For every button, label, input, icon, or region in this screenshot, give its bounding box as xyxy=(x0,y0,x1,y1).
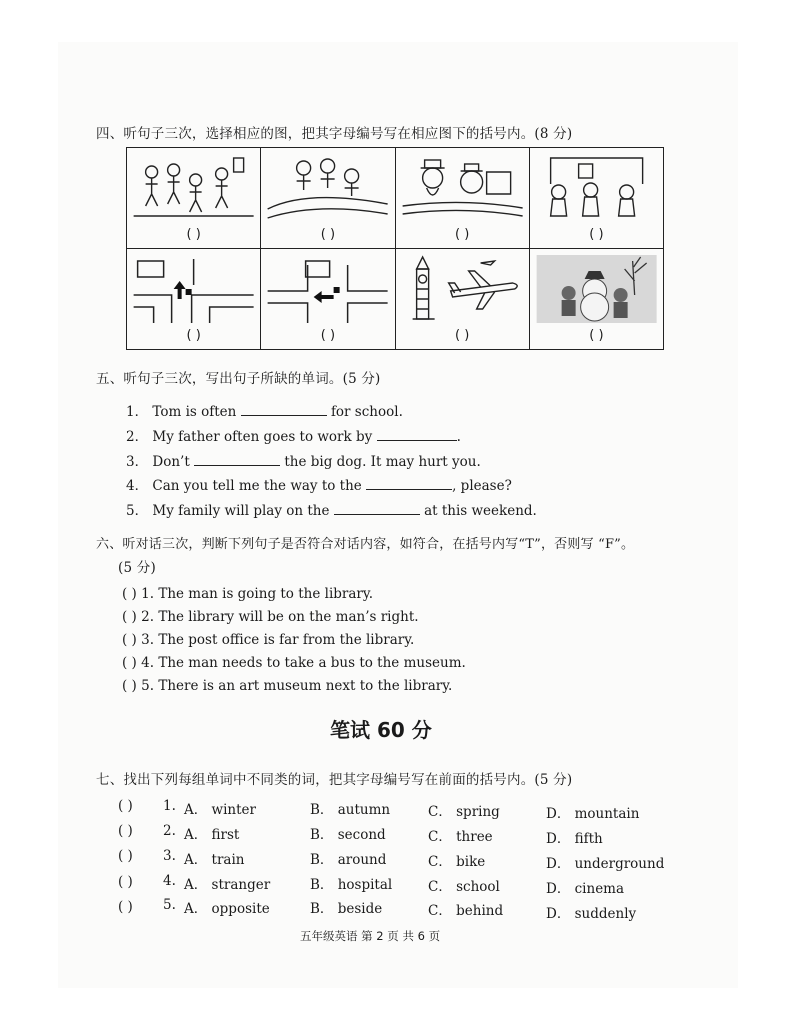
sentence-before: Tom is often xyxy=(152,404,237,420)
answer-paren[interactable]: ( ) xyxy=(320,227,336,242)
answer-paren[interactable]: ( ) xyxy=(454,227,470,242)
judge-item xyxy=(122,678,452,694)
item-number: 5． xyxy=(126,503,149,519)
sentence-before: Can you tell me the way to the xyxy=(152,478,362,494)
option-b: B． around xyxy=(310,852,387,868)
children-walking-picture xyxy=(133,154,254,222)
section4-heading: 四、听句子三次，选择相应的图，把其字母编号写在相应图下的括号内。(8 分) xyxy=(96,126,573,142)
item-number: 4． xyxy=(126,478,149,494)
answer-paren[interactable]: ( ) xyxy=(320,328,336,343)
answer-paren[interactable]: ( ) xyxy=(186,328,201,343)
answer-blank[interactable] xyxy=(194,464,280,466)
section6-heading: 六、听对话三次，判断下列句子是否符合对话内容，如符合，在括号内写“T”，否则写 “F”。 xyxy=(96,537,635,552)
item-number: 2. xyxy=(141,609,155,625)
item-text: The post office is far from the library. xyxy=(158,632,415,648)
picture-cell xyxy=(127,249,261,350)
answer-blank[interactable] xyxy=(334,513,420,515)
picture-cell xyxy=(395,249,529,350)
answer-blank[interactable] xyxy=(377,439,457,441)
picture-cell xyxy=(261,148,395,249)
answer-paren[interactable]: ( ) xyxy=(186,227,201,242)
option-b: B． hospital xyxy=(310,877,393,893)
picture-cell xyxy=(127,148,261,249)
answer-paren[interactable]: ( ) xyxy=(118,899,133,915)
item-number: 2. xyxy=(163,823,176,839)
judge-item xyxy=(122,632,414,648)
item-number: 4. xyxy=(163,873,176,889)
picture-cell xyxy=(261,249,395,350)
item-text: The library will be on the man’s right. xyxy=(158,609,419,625)
item-number: 1. xyxy=(141,586,155,602)
answer-paren[interactable]: ( ) xyxy=(122,655,137,671)
sentence-after: for school. xyxy=(330,404,403,420)
picture-cell xyxy=(529,249,663,350)
option-b: B． beside xyxy=(310,901,383,917)
sentence-after: . xyxy=(456,429,461,445)
option-a: A． train xyxy=(184,852,245,868)
option-c: C． spring xyxy=(428,804,500,820)
option-c: C． bike xyxy=(428,854,486,870)
option-d: D． suddenly xyxy=(546,906,637,922)
item-number: 5. xyxy=(141,678,155,694)
sentence-before: Don’t xyxy=(152,454,190,470)
section5-heading: 五、听句子三次，写出句子所缺的单词。(5 分) xyxy=(96,371,381,387)
fill-sentence xyxy=(126,400,403,420)
option-a: A． opposite xyxy=(184,901,270,917)
answer-blank[interactable] xyxy=(241,414,327,416)
item-number: 5. xyxy=(163,897,176,913)
item-number: 3. xyxy=(141,632,155,648)
item-text: There is an art museum next to the library. xyxy=(158,678,453,694)
section6-score: (5 分) xyxy=(118,560,156,576)
answer-blank[interactable] xyxy=(366,488,452,490)
answer-paren[interactable]: ( ) xyxy=(454,328,470,343)
written-test-title: 笔试 60 分 xyxy=(330,718,432,742)
sentence-before: My family will play on the xyxy=(152,503,330,519)
answer-paren[interactable]: ( ) xyxy=(118,823,133,839)
judge-item xyxy=(122,655,466,671)
men-with-hats-picture xyxy=(402,154,523,222)
sentence-after: , please? xyxy=(452,478,512,494)
big-ben-and-plane-picture xyxy=(402,255,523,323)
option-c: C． school xyxy=(428,879,500,895)
fill-sentence xyxy=(126,474,512,494)
page-footer: 五年级英语 第 2 页 共 6 页 xyxy=(300,929,441,943)
answer-paren[interactable]: ( ) xyxy=(118,798,133,814)
answer-paren[interactable]: ( ) xyxy=(122,586,137,602)
picture-grid xyxy=(126,147,664,350)
option-a: A． stranger xyxy=(184,877,271,893)
item-number: 3. xyxy=(163,848,176,864)
option-a: A． winter xyxy=(184,802,256,818)
item-text: The man needs to take a bus to the museum. xyxy=(158,655,466,671)
answer-paren[interactable]: ( ) xyxy=(122,678,137,694)
option-c: C． behind xyxy=(428,903,504,919)
map-arrow-left-picture xyxy=(267,255,388,323)
fill-sentence xyxy=(126,450,481,470)
students-at-school-gate-picture xyxy=(536,154,657,222)
judge-item xyxy=(122,609,419,625)
item-number: 1. xyxy=(163,798,176,814)
option-b: B． autumn xyxy=(310,802,391,818)
picture-cell xyxy=(529,148,663,249)
item-number: 4. xyxy=(141,655,155,671)
sentence-before: My father often goes to work by xyxy=(152,429,373,445)
judge-item xyxy=(122,586,373,602)
option-a: A． first xyxy=(184,827,240,843)
answer-paren[interactable]: ( ) xyxy=(122,609,137,625)
option-d: D． mountain xyxy=(546,806,640,822)
answer-paren[interactable]: ( ) xyxy=(118,848,133,864)
picture-cell xyxy=(395,148,529,249)
option-d: D． fifth xyxy=(546,831,603,847)
answer-paren[interactable]: ( ) xyxy=(122,632,137,648)
answer-paren[interactable]: ( ) xyxy=(589,227,604,242)
children-at-roadside-picture xyxy=(267,154,388,222)
sentence-after: at this weekend. xyxy=(424,503,537,519)
snowman-winter-picture xyxy=(536,255,657,323)
option-b: B． second xyxy=(310,827,386,843)
option-d: D． underground xyxy=(546,856,665,872)
item-text: The man is going to the library. xyxy=(158,586,373,602)
option-d: D． cinema xyxy=(546,881,625,897)
map-arrow-up-picture xyxy=(133,255,254,323)
item-number: 1． xyxy=(126,404,149,420)
answer-paren[interactable]: ( ) xyxy=(589,328,604,343)
sentence-after: the big dog. It may hurt you. xyxy=(284,454,481,470)
answer-paren[interactable]: ( ) xyxy=(118,874,133,890)
item-number: 2． xyxy=(126,429,149,445)
item-number: 3． xyxy=(126,454,149,470)
option-c: C． three xyxy=(428,829,493,845)
fill-sentence xyxy=(126,499,537,519)
fill-sentence xyxy=(126,425,461,445)
section7-heading: 七、找出下列每组单词中不同类的词，把其字母编号写在前面的括号内。(5 分) xyxy=(96,772,573,788)
